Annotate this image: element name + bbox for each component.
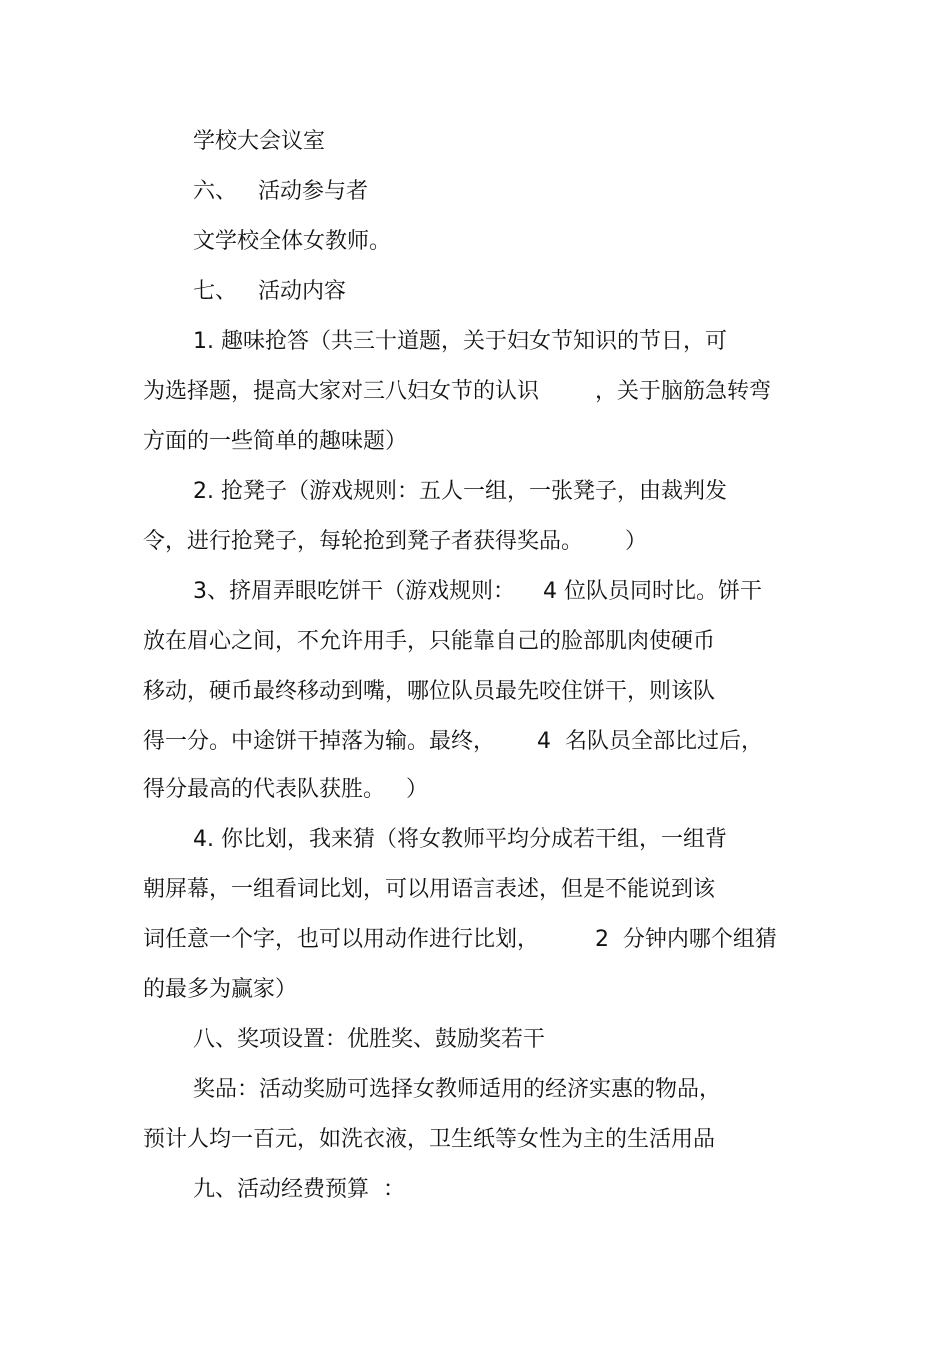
item-4-line-3: 词任意一个字，也可以用动作进行比划， 2 分钟内哪个组猜 xyxy=(143,927,777,952)
item-1-line-1: 1. 趣味抢答（共三十道题，关于妇女节知识的节日，可 xyxy=(193,329,727,354)
item-4-line-1: 4. 你比划，我来猜（将女教师平均分成若干组，一组背 xyxy=(193,827,727,852)
item-2-line-2: 令，进行抢凳子，每轮抢到凳子者获得奖品。 ） xyxy=(143,529,647,554)
item-2-line-1: 2. 抢凳子（游戏规则：五人一组，一张凳子，由裁判发 xyxy=(193,479,727,504)
item-3-line-4: 得一分。中途饼干掉落为输。最终， 4 名队员全部比过后， xyxy=(143,729,763,754)
section-eight-heading: 八、奖项设置：优胜奖、鼓励奖若干 xyxy=(193,1027,546,1052)
item-3-line-3: 移动，硬币最终移动到嘴，哪位队员最先咬住饼干，则该队 xyxy=(143,679,716,704)
prize-line-1: 奖品：活动奖励可选择女教师适用的经济实惠的物品， xyxy=(193,1077,722,1102)
item-1-line-3: 方面的一些简单的趣味题） xyxy=(143,429,408,454)
item-3-line-2: 放在眉心之间，不允许用手，只能靠自己的脸部肌肉使硬币 xyxy=(143,629,716,654)
item-4-line-2: 朝屏幕，一组看词比划，可以用语言表述，但是不能说到该 xyxy=(143,877,716,902)
section-nine-heading: 九、活动经费预算 ： xyxy=(193,1177,405,1202)
item-4-line-4: 的最多为赢家） xyxy=(143,977,298,1002)
section-seven-heading: 七、 活动内容 xyxy=(193,279,346,304)
participants-text: 文学校全体女教师。 xyxy=(193,229,392,254)
item-3-line-5: 得分最高的代表队获胜。 ） xyxy=(143,777,428,802)
section-six-heading: 六、 活动参与者 xyxy=(193,179,368,204)
item-1-line-2: 为选择题，提高大家对三八妇女节的认识 ，关于脑筋急转弯 xyxy=(143,379,771,404)
item-3-line-1: 3、挤眉弄眼吃饼干（游戏规则： 4 位队员同时比。饼干 xyxy=(193,579,762,604)
venue-text: 学校大会议室 xyxy=(193,129,326,154)
prize-line-2: 预计人均一百元，如洗衣液，卫生纸等女性为主的生活用品 xyxy=(143,1127,716,1152)
